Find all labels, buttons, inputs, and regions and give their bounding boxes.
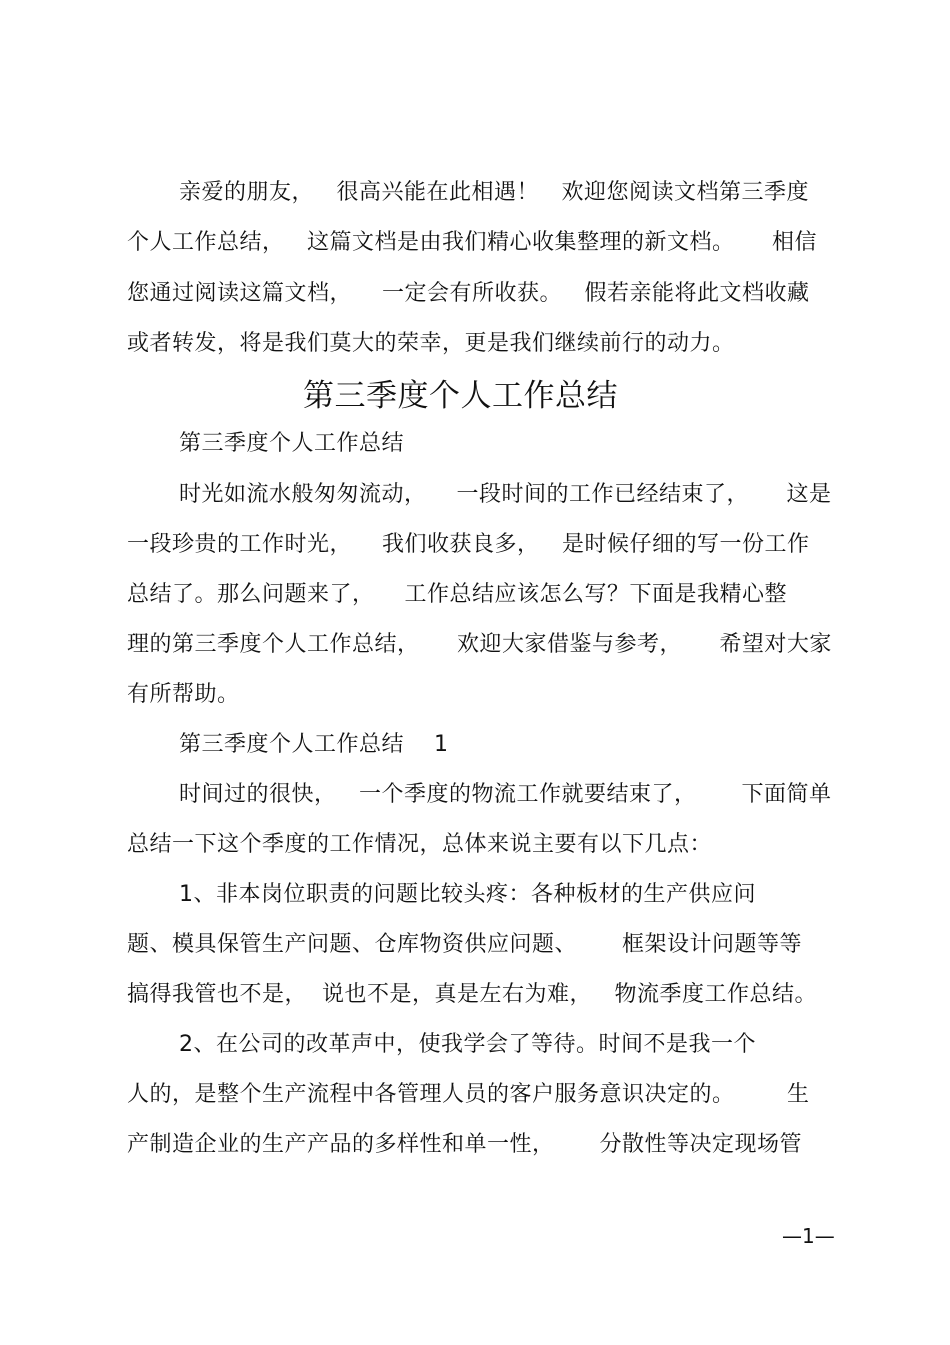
- intro-line-4: 或者转发，将是我们莫大的荣幸，更是我们继续前行的动力。: [127, 331, 735, 356]
- document-subtitle: 第三季度个人工作总结: [179, 431, 405, 456]
- list-item-1-line-2: 题、模具保管生产问题、仓库物资供应问题、 框架设计问题等等: [127, 932, 802, 957]
- list-item-1-line-3: 搞得我管也不是， 说也不是，真是左右为难， 物流季度工作总结。: [127, 982, 817, 1007]
- paragraph-1-line-5: 有所帮助。: [127, 682, 240, 707]
- list-item-2-line-3: 产制造企业的生产产品的多样性和单一性， 分散性等决定现场管: [127, 1132, 802, 1157]
- paragraph-1-line-1: 时光如流水般匆匆流动， 一段时间的工作已经结束了， 这是: [179, 482, 832, 507]
- paragraph-1-line-3: 总结了。那么问题来了， 工作总结应该怎么写？下面是我精心整: [127, 582, 787, 607]
- intro-line-3: 您通过阅读这篇文档， 一定会有所收获。 假若亲能将此文档收藏: [127, 281, 810, 306]
- list-item-2-line-2: 人的，是整个生产流程中各管理人员的客户服务意识决定的。 生: [127, 1082, 810, 1107]
- section-1-heading: 第三季度个人工作总结 1: [179, 732, 449, 757]
- list-item-2-line-1: 2、在公司的改革声中，使我学会了等待。时间不是我一个: [179, 1032, 756, 1057]
- paragraph-2-line-1: 时间过的很快， 一个季度的物流工作就要结束了， 下面简单: [179, 782, 832, 807]
- intro-line-2: 个人工作总结， 这篇文档是由我们精心收集整理的新文档。 相信: [127, 230, 817, 255]
- paragraph-2-line-2: 总结一下这个季度的工作情况，总体来说主要有以下几点：: [127, 832, 713, 857]
- document-title: 第三季度个人工作总结: [303, 378, 618, 414]
- intro-line-1: 亲爱的朋友， 很高兴能在此相遇！ 欢迎您阅读文档第三季度: [179, 180, 809, 205]
- list-item-1-line-1: 1、非本岗位职责的问题比较头疼：各种板材的生产供应问: [179, 882, 756, 907]
- page-number: —1—: [782, 1224, 835, 1248]
- paragraph-1-line-4: 理的第三季度个人工作总结， 欢迎大家借鉴与参考， 希望对大家: [127, 632, 832, 657]
- paragraph-1-line-2: 一段珍贵的工作时光， 我们收获良多， 是时候仔细的写一份工作: [127, 532, 810, 557]
